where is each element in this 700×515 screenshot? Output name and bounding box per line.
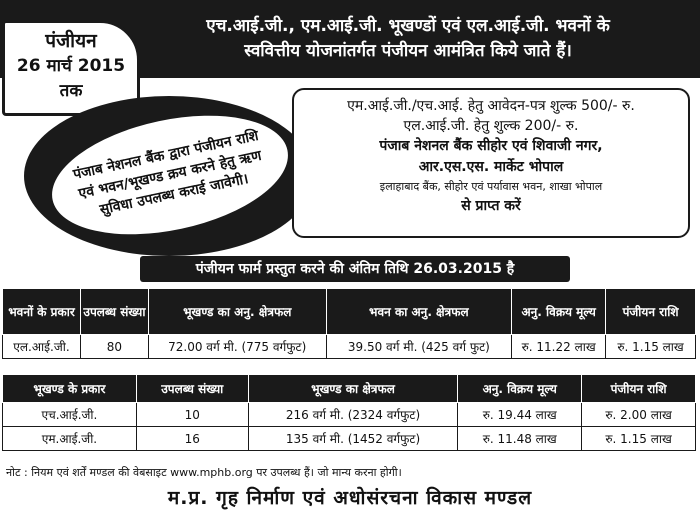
fee-line-1: एम.आई.जी./एच.आई. हेतु आवेदन-पत्र शुल्क 500/- रु.	[347, 98, 635, 114]
table-cell: 135 वर्ग मी. (1452 वर्गफुट)	[248, 427, 458, 451]
col-header: भूखण्ड के प्रकार	[3, 375, 137, 403]
table-cell: 16	[136, 427, 248, 451]
col-header: भूखण्ड का अनु. क्षेत्रफल	[148, 289, 326, 335]
table-cell: रु. 2.00 लाख	[582, 403, 696, 427]
last-date-bar: पंजीयन फार्म प्रस्तुत करने की अंतिम तिथि 26.03.2015 है	[140, 256, 570, 282]
col-header: भूखण्ड का क्षेत्रफल	[248, 375, 458, 403]
table-row	[3, 403, 696, 427]
fee-line-5: इलाहाबाद बैंक, सीहोर एवं पर्यावास भवन, शाखा भोपाल	[379, 180, 603, 193]
fee-info-box	[292, 88, 690, 238]
col-header: पंजीयन राशि	[582, 375, 696, 403]
col-header: उपलब्ध संख्या	[80, 289, 148, 335]
table-header-row	[3, 375, 696, 403]
board-name-footer: म.प्र. गृह निर्माण एवं अधोसंरचना विकास मण्डल	[167, 487, 533, 509]
banner-line-1: एच.आई.जी., एम.आई.जी. भूखण्डों एवं एल.आई.जी. भवनों के	[206, 16, 610, 36]
fee-line-3: पंजाब नेशनल बैंक सीहोर एवं शिवाजी नगर,	[379, 138, 603, 154]
deadline-date: 26 मार्च 2015	[16, 56, 126, 76]
col-header: भवन का अनु. क्षेत्रफल	[326, 289, 512, 335]
table-cell: एच.आई.जी.	[3, 403, 137, 427]
loan-note-text: पंजाब नेशनल बैंक द्वारा पंजीयन राशि एवं भवन/भूखण्ड क्रय करने हेतु ऋण सुविधा उपलब्ध कराई जावेगी।	[71, 127, 263, 219]
lig-houses-table	[2, 288, 696, 359]
banner-line-2: स्ववित्तीय योजनांतर्गत पंजीयन आमंत्रित किये जाते हैं।	[244, 41, 572, 61]
col-header: अनु. विक्रय मूल्य	[458, 375, 582, 403]
deadline-until: तक	[59, 81, 83, 101]
col-header: भवनों के प्रकार	[3, 289, 81, 335]
table-row	[3, 335, 696, 359]
fee-line-4: आर.एस.एस. मार्केट भोपाल	[418, 159, 564, 175]
table-cell: रु. 1.15 लाख	[606, 335, 696, 359]
table-cell: 72.00 वर्ग मी. (775 वर्गफुट)	[148, 335, 326, 359]
table-cell: 10	[136, 403, 248, 427]
table-cell: रु. 11.48 लाख	[458, 427, 582, 451]
fee-line-6: से प्राप्त करें	[461, 198, 521, 214]
table-row	[3, 427, 696, 451]
fee-line-2: एल.आई.जी. हेतु शुल्क 200/- रु.	[403, 118, 579, 134]
col-header: उपलब्ध संख्या	[136, 375, 248, 403]
table-cell: 216 वर्ग मी. (2324 वर्गफुट)	[248, 403, 458, 427]
plots-table	[2, 374, 696, 451]
terms-note: नोट : नियम एवं शर्तें मण्डल की वेबसाइट www.mphb.org पर उपलब्ध हैं। जो मान्य करना होगी।	[6, 466, 402, 479]
deadline-label: पंजीयन	[45, 30, 97, 52]
table-cell: रु. 11.22 लाख	[512, 335, 606, 359]
table-cell: रु. 1.15 लाख	[582, 427, 696, 451]
col-header: अनु. विक्रय मूल्य	[512, 289, 606, 335]
table-cell: 80	[80, 335, 148, 359]
banner-heading	[148, 14, 668, 64]
table-cell: एल.आई.जी.	[3, 335, 81, 359]
col-header: पंजीयन राशि	[606, 289, 696, 335]
table-cell: एम.आई.जी.	[3, 427, 137, 451]
table-cell: रु. 19.44 लाख	[458, 403, 582, 427]
table-cell: 39.50 वर्ग मी. (425 वर्ग फुट)	[326, 335, 512, 359]
table-header-row	[3, 289, 696, 335]
